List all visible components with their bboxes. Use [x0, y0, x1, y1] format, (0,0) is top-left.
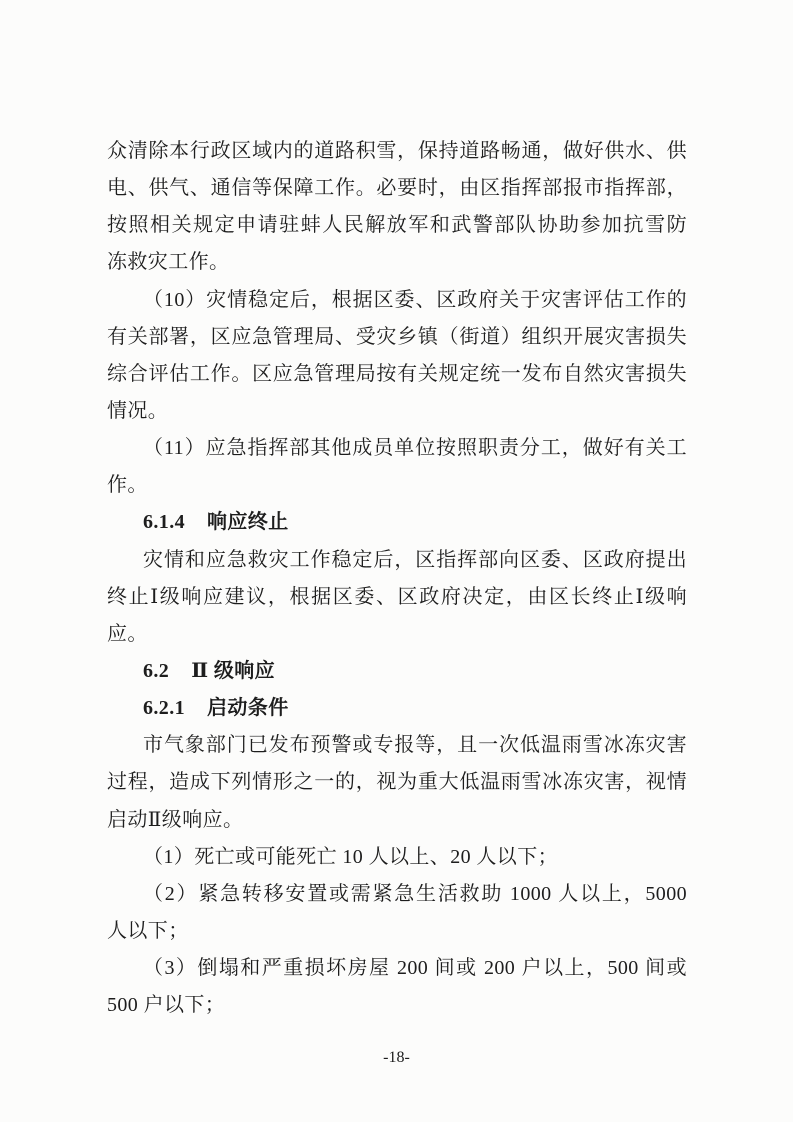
section-title: 启动条件: [207, 697, 289, 720]
text-line: 应。: [107, 622, 148, 645]
list-item: [107, 876, 687, 950]
section-title: 响应终止: [207, 511, 289, 534]
section-number: 6.2: [143, 659, 170, 682]
text-line: 过程，造成下列情形之一的，视为重大低温雨雪冰冻灾害，视情: [107, 771, 687, 794]
section-heading: [107, 504, 687, 541]
section-heading: [107, 653, 687, 690]
text-line: 综合评估工作。区应急管理局按有关规定统一发布自然灾害损失: [107, 362, 687, 385]
list-item: [107, 430, 687, 504]
section-number: 6.1.4: [143, 511, 185, 534]
text-line: 灾情和应急救灾工作稳定后，区指挥部向区委、区政府提出: [143, 548, 687, 571]
text-line: 众清除本行政区域内的道路积雪，保持道路畅通，做好供水、供: [107, 140, 687, 162]
text-line: 冻救灾工作。: [107, 251, 230, 274]
text-line: 500 户以下；: [107, 994, 226, 1017]
paragraph: [107, 133, 687, 282]
section-title: Ⅱ 级响应: [191, 659, 276, 682]
text-line: 启动Ⅱ级响应。: [107, 808, 244, 831]
text-line: （10）灾情稳定后，根据区委、区政府关于灾害评估工作的: [143, 288, 687, 311]
text-line: 按照相关规定申请驻蚌人民解放军和武警部队协助参加抗雪防: [107, 214, 687, 237]
text-line: 有关部署，区应急管理局、受灾乡镇（街道）组织开展灾害损失: [107, 325, 687, 348]
list-item: [107, 839, 687, 876]
section-number: 6.2.1: [143, 697, 185, 720]
text-line: 终止Ⅰ级响应建议，根据区委、区政府决定，由区长终止Ⅰ级响: [107, 585, 687, 608]
text-line: 作。: [107, 474, 148, 497]
list-item: [107, 950, 687, 1024]
text-line: 情况。: [107, 399, 169, 422]
text-line: 电、供气、通信等保障工作。必要时，由区指挥部报市指挥部，: [107, 177, 687, 200]
text-line: （2）紧急转移安置或需紧急生活救助 1000 人以上，5000: [143, 882, 687, 905]
list-item: [107, 282, 687, 431]
text-line: （1）死亡或可能死亡 10 人以上、20 人以下；: [143, 845, 558, 868]
section-heading: [107, 690, 687, 727]
text-line: （11）应急指挥部其他成员单位按照职责分工，做好有关工: [143, 437, 687, 460]
page-number: -18-: [383, 1049, 410, 1066]
document-body: [107, 133, 687, 1024]
text-line: 市气象部门已发布预警或专报等，且一次低温雨雪冰冻灾害: [143, 734, 687, 757]
text-line: （3）倒塌和严重损坏房屋 200 间或 200 户以上，500 间或: [143, 957, 687, 980]
text-line: 人以下；: [107, 919, 189, 942]
paragraph: [107, 727, 687, 838]
paragraph: [107, 542, 687, 653]
